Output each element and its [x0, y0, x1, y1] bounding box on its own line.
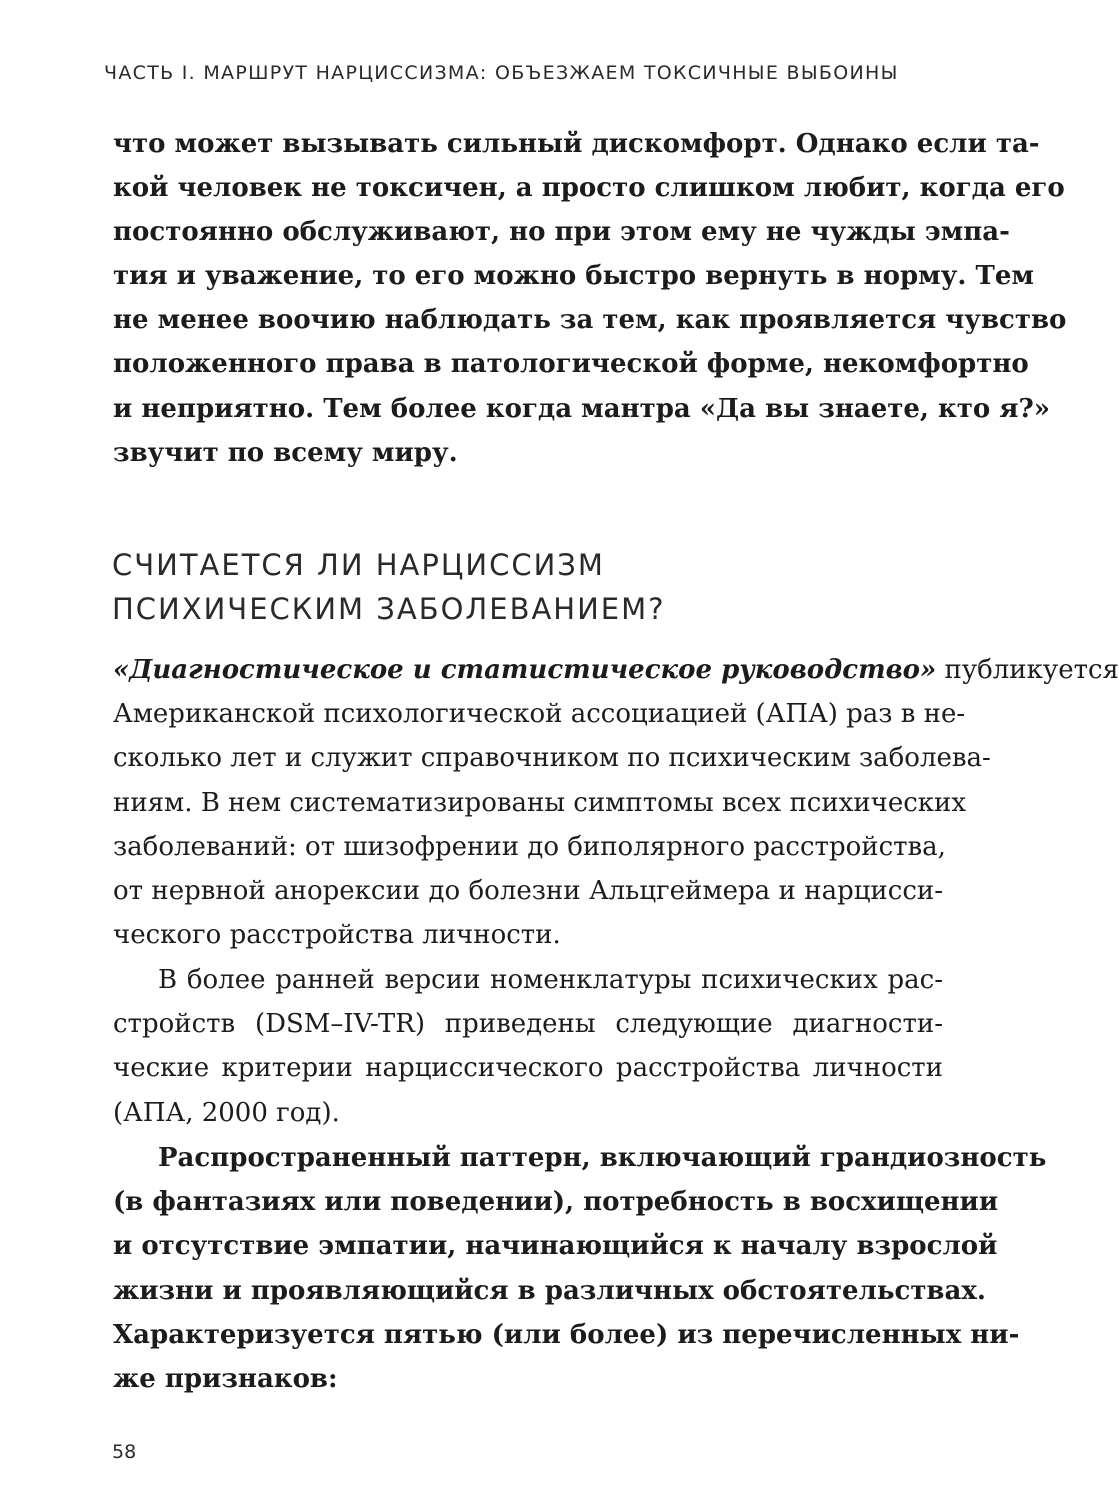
book-title: «Диагностическое и статистическое руководство»	[113, 655, 937, 685]
text-line: Распространенный паттерн, включающий грандиозность	[158, 1143, 1047, 1173]
text-line: Характеризуется пятью (или более) из перечисленных ни-	[113, 1320, 1020, 1350]
text-line: Американской психологической ассоциацией (АПА) раз в не-	[113, 699, 966, 729]
section-heading-line-2: ПСИХИЧЕСКИМ ЗАБОЛЕВАНИЕМ?	[112, 592, 666, 626]
text-line: положенного права в патологической форме, некомфортно	[113, 349, 1029, 379]
text-line: заболеваний: от шизофрении до биполярного расстройства,	[113, 832, 946, 862]
text-line: и отсутствие эмпатии, начинающийся к началу взрослой	[113, 1231, 998, 1261]
running-header: ЧАСТЬ I. МАРШРУТ НАРЦИССИЗМА: ОБЪЕЗЖАЕМ ТОКСИЧНЫЕ ВЫБОИНЫ	[104, 62, 899, 84]
text-line: ниям. В нем систематизированы симптомы всех психических	[113, 788, 967, 818]
text-line: постоянно обслуживают, но при этом ему не чужды эмпа-	[113, 217, 1010, 247]
text-line: ческие критерии нарциссического расстройства личности	[113, 1053, 943, 1083]
text-line: жизни и проявляющийся в различных обстоятельствах.	[113, 1276, 986, 1306]
text-line: же признаков:	[113, 1364, 338, 1394]
text-line: тия и уважение, то его можно быстро вернуть в норму. Тем	[113, 261, 1034, 291]
text-line: и неприятно. Тем более когда мантра «Да вы знаете, кто я?»	[113, 394, 1050, 424]
text-line: (в фантазиях или поведении), потребность в восхищении	[113, 1187, 999, 1217]
text-line: стройств (DSM–IV-TR) приведены следующие диагности-	[113, 1009, 943, 1039]
text-line: что может вызывать сильный дискомфорт. Однако если та-	[113, 129, 1040, 159]
text-line	[113, 655, 1119, 685]
text-line: В более ранней версии номенклатуры психических рас-	[158, 965, 943, 995]
text-line: от нервной анорексии до болезни Альцгеймера и нарцисси-	[113, 876, 943, 906]
text-line: сколько лет и служит справочником по психическим заболева-	[113, 743, 991, 773]
section-heading-line-1: СЧИТАЕТСЯ ЛИ НАРЦИССИЗМ	[112, 548, 605, 582]
text-line: звучит по всему миру.	[113, 438, 458, 468]
text-line: не менее воочию наблюдать за тем, как проявляется чувство	[113, 305, 1067, 335]
text-line: (АПА, 2000 год).	[113, 1098, 340, 1128]
text-line: ческого расстройства личности.	[113, 920, 561, 950]
text-line: кой человек не токсичен, а просто слишком любит, когда его	[113, 173, 1065, 203]
text-fragment: публикуется	[936, 655, 1119, 685]
page-number: 58	[112, 1441, 137, 1463]
